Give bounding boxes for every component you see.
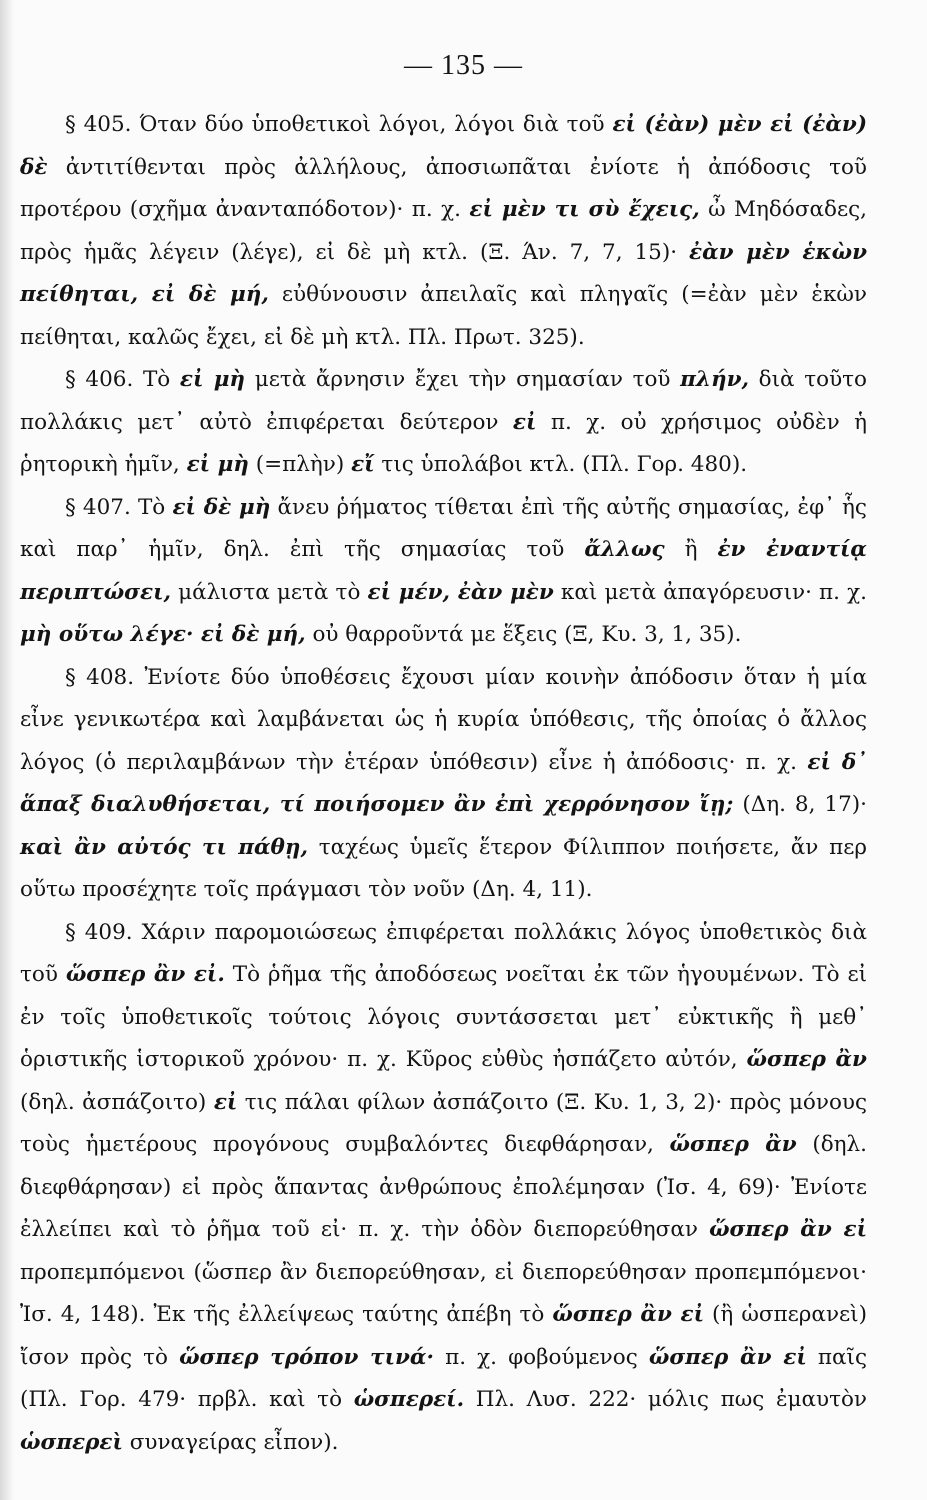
body-text: μετὰ ἄρνησιν ἔχει τὴν σημασίαν τοῦ	[245, 367, 681, 392]
body-text: ὦ Μηδόσαδες, πρὸς ἡμᾶς λέγειν (λέγε), εἰ δὲ μὴ κτλ. (Ξ. Άν. 7, 7, 15)·	[20, 197, 867, 265]
body-text: διὰ τοῦτο πολλάκις μετ᾽ αὐτὸ ἐπιφέρεται δεύτερον	[20, 367, 867, 435]
body-text: § 408. Ἐνίοτε δύο ὑποθέσεις ἔχουσι μίαν κοινὴν ἀπόδοσιν ὅταν ἡ μία εἶνε γενικωτέρα καὶ λαμβάνεται ὡς ἡ κυρία ὑπόθεσις, τῆς ὁποίας ὁ ἄλλος λόγος (ὁ περιλαμβάνων τὴν ἑτέραν ὑπόθεσιν) εἶνε ἡ ἀπόδοσις· π. χ.	[20, 664, 867, 775]
body-text: (Δη. 8, 17)·	[733, 792, 867, 817]
text-body	[20, 104, 867, 1464]
body-text: ἄνευ ῥήματος τίθεται ἐπὶ τῆς αὐτῆς σημασίας, ἐφ᾽ ἧς καὶ παρ᾽ ἡμῖν, δηλ. ἐπὶ τῆς σημασίας τοῦ	[20, 494, 867, 562]
emphasized-text: μὴ οὕτω λέγε· εἰ δὲ μή,	[20, 622, 306, 647]
paragraph-406	[20, 359, 867, 487]
emphasized-text: εἰ μὴ	[179, 367, 246, 392]
body-text: ἢ	[664, 537, 718, 562]
emphasized-text: ὥσπερ ἂν	[746, 1047, 867, 1072]
emphasized-text: ὥσπερ ἂν	[669, 1132, 797, 1157]
page-number: — 135 —	[404, 50, 523, 81]
emphasized-text: ὥσπερ τρόπον τινά·	[179, 1344, 434, 1370]
emphasized-text: ἐν ἐναντίᾳ περιπτώσει,	[20, 537, 867, 605]
body-text: § 406. Τὸ	[65, 367, 180, 392]
paragraph-407	[20, 487, 867, 657]
emphasized-text: εἰ	[512, 409, 537, 435]
emphasized-text: ὡσπερεὶ	[20, 1429, 123, 1455]
emphasized-text: εἰ δ᾽ ἅπαξ διαλυθήσεται, τί ποιήσομεν ἂν ἐπὶ χερρόνησον ἴῃ;	[20, 749, 867, 817]
body-text: προπεμπόμενοι (ὥσπερ ἂν διεπορεύθησαν, εἰ διεπορεύθησαν προπεμπόμενοι· Ἰσ. 4, 148). Ἐκ τῆς ἐλλείψεως ταύτης ἀπέβη τὸ	[20, 1259, 867, 1327]
emphasized-text: εἰ μὴ	[186, 452, 249, 477]
emphasized-text: εἰ μὲν τι σὺ ἔχεις,	[469, 197, 700, 222]
body-text: οὐ θαρροῦντά με ἕξεις (Ξ, Κυ. 3, 1, 35).	[305, 622, 742, 647]
emphasized-text: ἐὰν μὲν ἑκὼν πείθηται, εἰ δὲ μή,	[20, 239, 867, 307]
paragraph-409	[20, 912, 867, 1465]
body-text: (ἢ ὡσπερανεὶ) ἴσον πρὸς τὸ	[20, 1302, 867, 1370]
body-text: ἀντιτίθενται πρὸς ἀλλήλους, ἀποσιωπᾶται ἐνίοτε ἡ ἀπόδοσις τοῦ προτέρου (σχῆμα ἀνανταπόδοτον)· π. χ.	[20, 154, 867, 222]
body-text: συναγείρας εἶπον).	[122, 1429, 339, 1455]
paragraph-405	[20, 104, 867, 359]
emphasized-text: εἰ μέν, ἐὰν μὲν	[367, 579, 554, 605]
emphasized-text: ὥσπερ ἂν εἰ	[648, 1344, 807, 1370]
body-text: π. χ. φοβούμενος	[433, 1344, 649, 1370]
emphasized-text: εἰ δὲ μὴ	[172, 494, 271, 520]
body-text: τις πάλαι φίλων ἀσπάζοιτο (Ξ. Κυ. 1, 3, 2)· πρὸς μόνους τοὺς ἡμετέρους προγόνους συμβαλόντες διεφθάρησαν,	[20, 1089, 867, 1157]
body-text: π. χ. οὐ χρήσιμος οὐδὲν ἡ ῥητορικὴ ἡμῖν,	[20, 409, 867, 477]
body-text: § 407. Τὸ	[65, 494, 173, 520]
body-text: § 405. Όταν δύο ὑποθετικοὶ λόγοι, λόγοι διὰ τοῦ	[65, 112, 613, 137]
paragraph-408	[20, 657, 867, 912]
emphasized-text: ἄλλως	[584, 537, 665, 562]
emphasized-text: καὶ ἂν αὐτός τι πάθῃ,	[20, 834, 308, 860]
body-text: § 409. Χάριν παρομοιώσεως ἐπιφέρεται πολλάκις λόγος ὑποθετικὸς διὰ τοῦ	[20, 919, 867, 987]
body-text: τις ὑπολάβοι κτλ. (Πλ. Γορ. 480).	[374, 452, 748, 477]
body-text: (δηλ. ἀσπάζοιτο)	[20, 1089, 214, 1115]
body-text: (δηλ. διεφθάρησαν) εἰ πρὸς ἅπαντας ἀνθρώπους ἐπολέμησαν (Ἰσ. 4, 69)· Ἐνίοτε ἐλλείπει καὶ τὸ ῥῆμα τοῦ εἰ· π. χ. τὴν ὁδὸν διεπορεύθησαν	[20, 1132, 867, 1242]
emphasized-text: πλήν,	[680, 367, 750, 392]
body-text: Τὸ ῥῆμα τῆς ἀποδόσεως νοεῖται ἐκ τῶν ἡγουμένων. Τὸ εἰ ἐν τοῖς ὑποθετικοῖς τούτοις λόγοις συντάσσεται μετ᾽ εὐκτικῆς ἢ μεθ᾽ ὁριστικῆς ἱστορικοῦ χρόνου· π. χ. Κῦρος εὐθὺς ἠσπάζετο αὐτόν,	[20, 962, 868, 1072]
body-text: Πλ. Λυσ. 222· μόλις πως ἐμαυτὸν	[464, 1387, 867, 1412]
emphasized-text: ὥσπερ ἂν εἰ.	[65, 962, 225, 987]
emphasized-text: ὥσπερ ἂν εἰ	[709, 1217, 867, 1242]
emphasized-text: ὥσπερ ἂν εἰ	[552, 1302, 705, 1327]
body-text: εὐθύνουσιν ἀπειλαῖς καὶ πληγαῖς (=ἐὰν μὲν ἑκὼν πείθηται, καλῶς ἔχει, εἰ δὲ μὴ κτλ. Πλ. Πρωτ. 325).	[20, 282, 867, 350]
body-text: παῖς (Πλ. Γορ. 479· πρβλ. καὶ τὸ	[20, 1344, 868, 1412]
body-text: καὶ μετὰ ἀπαγόρευσιν· π. χ.	[553, 579, 867, 605]
body-text: (=πλὴν)	[248, 452, 352, 477]
emphasized-text: εἰ (ἐὰν) μὲν εἰ (ἐὰν) δὲ	[20, 112, 867, 180]
emphasized-text: ὡσπερεί.	[353, 1387, 465, 1412]
emphasized-text: εἰ	[213, 1089, 238, 1115]
emphasized-text: εἴ	[351, 452, 375, 477]
body-text: ταχέως ὑμεῖς ἕτερον Φίλιππον ποιήσετε, ἄν περ οὕτω προσέχητε τοῖς πράγμασι τὸν νοῦν (Δη. 4, 11).	[20, 834, 867, 902]
body-text: μάλιστα μετὰ τὸ	[171, 579, 368, 605]
